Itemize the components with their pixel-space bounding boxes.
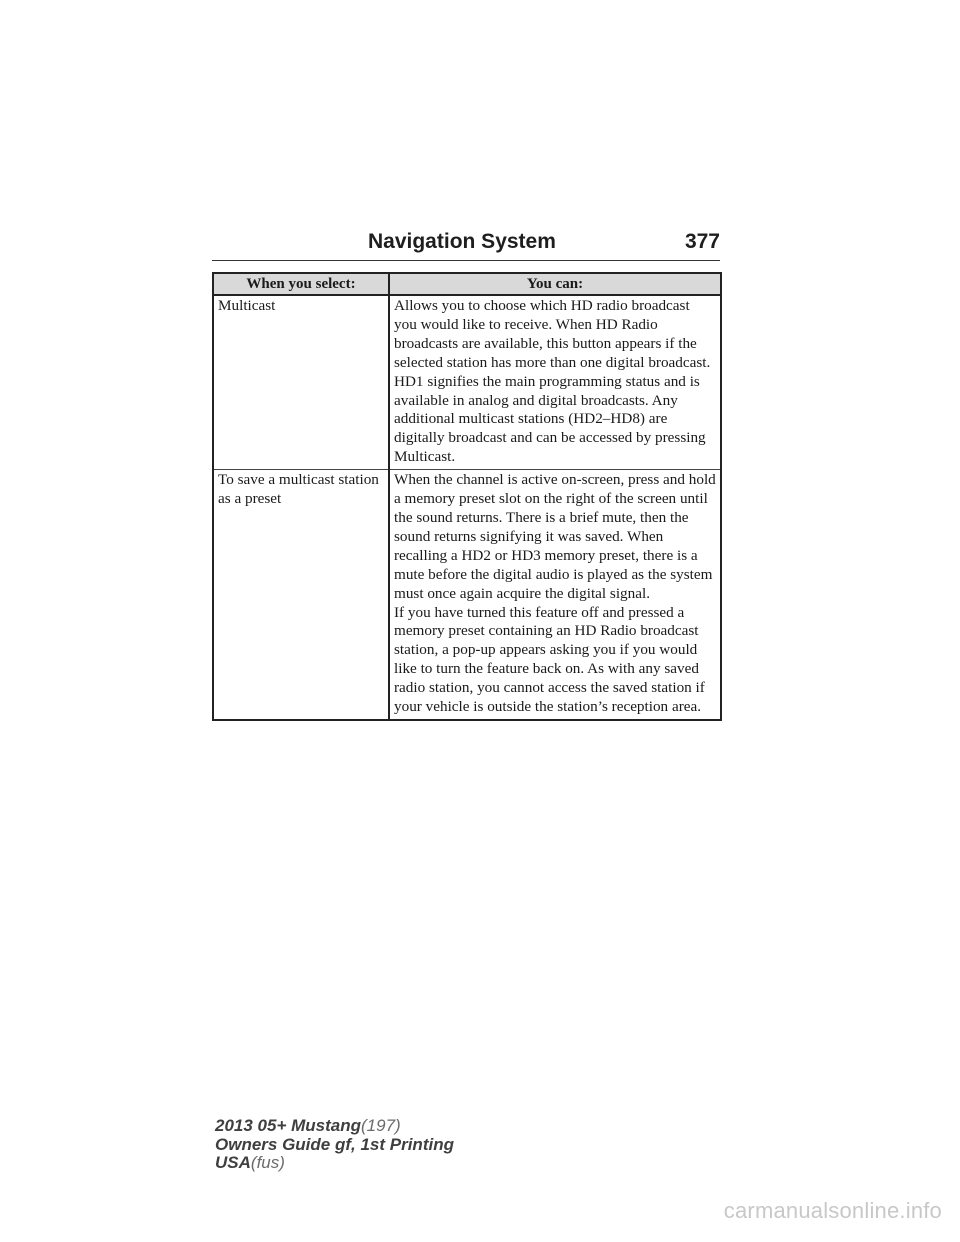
footer-market: USA: [215, 1153, 251, 1172]
cell-select: To save a multicast station as a preset: [213, 470, 389, 720]
cell-paragraph: Allows you to choose which HD radio broadcast you would like to receive. When HD Radio broadcasts are available, this button appears if the selected station has more than one digital broadcast. HD1 signifies the main programming status and is available in analog and digital broadcasts. Any additional multicast stations (HD2–HD8) are digitally broadcast and can be accessed by pressing Multicast.: [394, 297, 711, 466]
cell-paragraph: If you have turned this feature off and pressed a memory preset containing an HD Radio broadcast station, a pop-up appears asking you if you would like to turn the feature back on. As with any saved radio station, you cannot access the saved station if your vehicle is outside the station’s reception area.: [394, 603, 705, 716]
cell-paragraph: When the channel is active on-screen, press and hold a memory preset slot on the right of the screen until the sound returns. There is a brief mute, then the sound returns signifying it was saved. When recalling a HD2 or HD3 memory preset, there is a mute before the digital audio is played as the system must once again acquire the digital signal.: [394, 471, 716, 602]
page-header: [212, 226, 720, 261]
feature-table: [212, 272, 722, 721]
cell-select: Multicast: [213, 295, 389, 470]
footer-line-3: [215, 1154, 454, 1173]
cell-can: [389, 470, 721, 720]
table-header-row: [213, 273, 721, 295]
footer-line-2: [215, 1136, 454, 1155]
section-title: Navigation System: [368, 230, 556, 253]
table-row: [213, 295, 721, 470]
footer-market-code: (fus): [250, 1153, 285, 1172]
column-header-can: You can:: [389, 273, 721, 295]
footer-model-code: (197): [361, 1116, 401, 1135]
column-header-select: When you select:: [213, 273, 389, 295]
cell-can: [389, 295, 721, 470]
page-number: 377: [684, 230, 720, 253]
footer-line-1: [215, 1117, 454, 1136]
footer-model: 2013 05+ Mustang: [215, 1116, 361, 1135]
footer-edition: Owners Guide gf, 1st Printing: [215, 1134, 454, 1154]
table-row: [213, 470, 721, 720]
site-watermark: carmanualsonline.info: [723, 1198, 942, 1223]
print-footer: [215, 1117, 454, 1173]
